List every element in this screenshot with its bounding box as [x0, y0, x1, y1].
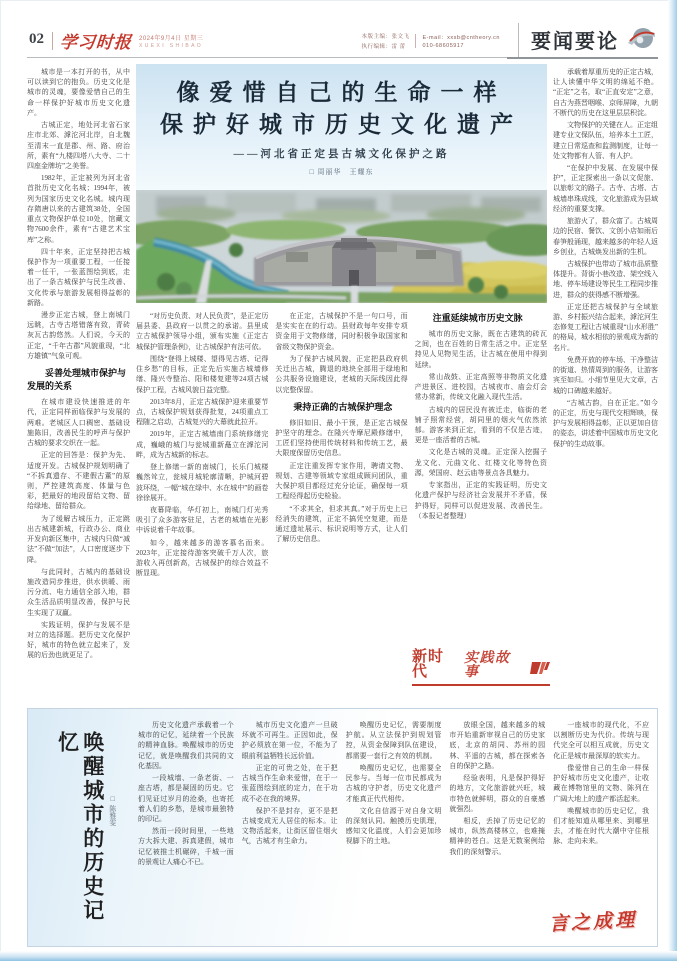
- paragraph: 为了保护古城风貌，正定把县政府机关迁出古城，腾退的地块全部用于绿地和公共服务设施建设，老城的天际线因此得以完整保留。: [275, 354, 408, 394]
- headline-line2: 保护好城市历史文化遗产: [160, 111, 523, 137]
- paragraph: “不求其全，但求其真。”对于历史上已经消失的建筑，正定不搞凭空复建，而是通过遗址展示、标识说明等方式，让人们了解历史信息。: [275, 504, 408, 544]
- scan-edge-bottom: [0, 951, 677, 961]
- paragraph: 保护不是封存，更不是把古城变成无人居住的标本。让文物活起来，让街区留住烟火气，古城才有生命力。: [241, 806, 338, 846]
- banner-text-new-era: 新时代: [412, 649, 445, 680]
- paragraph: 为了缓解古城压力，正定跳出古城建新城，行政办公、商业开发向新区集中，古城内只做“减法”不做“加法”，人口密度逐步下降。: [27, 514, 130, 564]
- paragraph: 相反，丢掉了历史记忆的城市，纵然高楼林立，也难掩精神的苍白。这是无数案例给我们的深刻警示。: [449, 816, 546, 856]
- text-column-right: [553, 64, 658, 702]
- paragraph: 历史文化遗产承载着一个城市的记忆，延续着一个民族的精神血脉。唤醒城市的历史记忆，就是唤醒我们共同的文化基因。: [138, 721, 234, 770]
- paragraph: 承载着厚重历史的正定古城，让人读懂中华文明的绵延不绝。“正定”之名，取“正直安定”之意，自古为燕晋咽喉、京师屏障，九朝不断代的历史在这里层层积淀。: [553, 68, 658, 117]
- editor-name-line2: 执行编辑：雷 蕾: [361, 43, 406, 50]
- left-rest-text: [27, 397, 130, 660]
- masthead-pinyin: XUEXI SHIBAO: [139, 42, 204, 49]
- paragraph: 城市的历史文脉，既在古建筑的砖瓦之间，也在百姓的日常生活之中。正定坚持见人见物见生活，让古城在使用中得到延续。: [414, 330, 547, 369]
- date-block: [139, 33, 203, 49]
- banner-text-practice-story: 实践故事: [463, 651, 511, 680]
- commentary-byline: □ 陈雅雯: [108, 795, 117, 826]
- column-seal-logo: 言之成理: [548, 909, 638, 936]
- headline-line1: 像爱惜自己的生命一样: [176, 80, 507, 105]
- editor-phone: 010-68605917: [422, 42, 464, 49]
- col-a-text: [136, 311, 268, 578]
- paragraph: 放眼全国，越来越多的城市开始重新审视自己的历史家底，北京的胡同、苏州的园林、平遥的古城，都在探索各自的保护之路。: [449, 721, 546, 770]
- paragraph: 唤醒历史记忆，需要制度护航。从立法保护到规划管控，从资金保障到队伍建设，都需要一套行之有效的机制。: [345, 721, 442, 760]
- paragraph: 专家指出，正定的实践证明，历史文化遗产保护与经济社会发展并不矛盾，保护得好，同样可以促进发展、改善民生。（本报记者整理）: [414, 481, 547, 520]
- paragraph: 2013年8月，正定古城保护迎来重要节点，古城保护规划获得批复，24项重点工程随之启动，古城复兴的大幕就此拉开。: [136, 397, 269, 427]
- text-column-left: [27, 64, 130, 702]
- left-intro-text: [27, 67, 130, 361]
- series-banner: [412, 650, 550, 686]
- page-number: 02: [29, 31, 44, 47]
- paragraph: 实践证明，保护与发展不是对立的选择题。把历史文化保护好，城市的特色就立起来了，发展的后劲也就更足了。: [27, 620, 130, 660]
- text-column-b: [275, 311, 407, 699]
- col-b-rest-text: [275, 418, 407, 545]
- paragraph: “对历史负责、对人民负责”，是正定历届县委、县政府一以贯之的承诺。县里成立古城保护领导小组，颁布实施《正定古城保护管理条例》，让古城保护有法可依。: [136, 312, 269, 351]
- page-header: [27, 24, 658, 58]
- text-column-c: [412, 311, 547, 699]
- paragraph: 四十年来，正定坚持把古城保护作为一项重要工程，一任接着一任干，一张蓝图绘到底，走出了一条古城保护与民生改善、文化传承与旅游发展相得益彰的新路。: [27, 247, 130, 307]
- col-c-body: [415, 311, 547, 641]
- commentary-col-2: [242, 719, 338, 938]
- editor-separator: [415, 34, 416, 48]
- col-b-top-text: [275, 311, 407, 395]
- paragraph: 夜幕降临，华灯初上，南城门灯光秀吸引了众多游客驻足，古老的城墙在光影中诉说着千年故事。: [136, 505, 269, 535]
- paragraph: 在城市建设快速推进的年代，正定同样面临保护与发展的两难。老城区人口稠密、基础设施陈旧，改善民生的呼声与保护古城的要求交织在一起。: [27, 398, 130, 448]
- header-divider: [52, 32, 53, 50]
- editor-name-line: 本版主编：张文飞: [361, 33, 410, 40]
- subheading-protection-concept: 秉持正确的古城保护理念: [293, 401, 393, 412]
- paragraph: 然而一段时间里，一些地方大拆大建、拆真建假，城市记忆被推土机碾碎，千城一面的景观让人痛心不已。: [138, 827, 234, 866]
- paragraph: 经验表明，凡是保护得好的地方，文化旅游就兴旺，城市特色就鲜明，群众的自豪感就强烈。: [449, 774, 546, 813]
- section-underline: [507, 57, 658, 59]
- section-block: [518, 23, 658, 58]
- article-center: [136, 64, 547, 702]
- paragraph: 正定的可贵之处，在于把古城当作生命来爱惜，在于一张蓝图绘到底的定力，在于功成不必在我的境界。: [241, 763, 338, 803]
- article-byline: □ 周丽华 王耀东: [309, 168, 374, 177]
- paragraph: 城市是一本打开的书，从中可以读到它的抱负。历史文化是城市的灵魂，要像爱惜自己的生命一样保护好城市历史文化遗产。: [27, 68, 130, 117]
- paragraph: 正定的回答是：保护为先、适度开发。古城保护规划明确了“不拆真遗存、不建假古董”的原则，严控建筑高度、体量与色彩，把最好的地段留给文物、留给绿地、留给群众。: [27, 451, 130, 511]
- subheading-protection-development: 妥善处理城市保护与发展的关系: [27, 368, 127, 392]
- headline-subtitle: ——河北省正定县古城文化保护之路: [233, 149, 450, 161]
- paragraph: 唤醒历史记忆，也需要全民参与。当每一位市民都成为古城的守护者，历史文化遗产才能真正代代相传。: [345, 763, 442, 803]
- paragraph: 文化是古城的灵魂。正定深入挖掘子龙文化、元曲文化、红楼文化等特色资源，荣国府、赵云庙等景点各具魅力。: [414, 448, 547, 477]
- paragraph: 古城内的居民没有被迁走，临街的老铺子照常经营，胡同里的烟火气依然浓郁。游客来到正定，看到的不仅是古迹，更是一座活着的古城。: [414, 405, 547, 445]
- section-swoosh-icon: [626, 25, 656, 54]
- paragraph: 登上修缮一新的南城门，长乐门城楼巍然耸立，瓮城月城轮廓清晰，护城河碧波环绕，一幅“城在绿中、水在城中”的画卷徐徐展开。: [136, 463, 269, 502]
- paragraph: “古城古韵，自在正定。”如今的正定，历史与现代交相辉映，保护与发展相得益彰，正以更加自信的姿态，讲述着中国城市历史文化保护的生动故事。: [553, 398, 658, 448]
- section-title: 要闻要论: [531, 29, 619, 53]
- paragraph: 围绕“登得上城楼、望得见古塔、记得住乡愁”的目标，正定先后实施古城墙修缮、隆兴寺整治、阳和楼复建等24项古城保护工程，古城风貌日益完整。: [136, 354, 269, 394]
- commentary-box: [27, 708, 658, 947]
- paragraph: 免费开放的停车场、干净整洁的街道、热情周到的服务，让游客宾至如归。小细节里见大文章，古城的口碑越来越好。: [553, 355, 658, 395]
- paragraph: 修旧如旧、最小干预，是正定古城保护坚守的理念。在隆兴寺摩尼殿修缮中，工匠们坚持使用传统材料和传统工艺，最大限度保留历史信息。: [275, 418, 408, 458]
- editor-email: E-mail：xxsb@cntheory.cn: [422, 34, 500, 41]
- paragraph: 常山战鼓、正定高照等非物质文化遗产进景区、进校园，古城夜市、庙会灯会常办常新，传统文化融入现代生活。: [414, 372, 547, 402]
- headline-block: [136, 64, 547, 190]
- paragraph: “在保护中发展、在发展中保护”，正定探索出一条以文促旅、以旅彰文的路子。古寺、古塔、古城墙串珠成线，文化旅游成为县域经济的重要支撑。: [553, 163, 658, 213]
- paragraph: 在正定，古城保护不是一句口号，而是实实在在的行动。县财政每年安排专项资金用于文物修缮，同时积极争取国家和省级文物保护资金。: [275, 312, 408, 351]
- right-col-text: [553, 67, 658, 449]
- col-c-text: [415, 329, 547, 521]
- paragraph: 与此同时，古城内的基础设施改造同步推进，供水供暖、雨污分流、电力通信全部入地，群众生活品质明显改善，保护与民生实现了双赢。: [27, 567, 130, 617]
- paragraph: 古城保护也带动了城市品质整体提升。背街小巷改造、架空线入地、停车场建设等民生工程同步推进，群众的获得感不断增强。: [553, 259, 658, 299]
- editor-info: [361, 32, 500, 50]
- paragraph: 城市历史文化遗产一旦破坏就不可再生。正因如此，保护必须放在第一位，不能为了眼前利益牺牲长远价值。: [241, 721, 338, 760]
- paragraph: 一座城市的现代化，不应以割断历史为代价。传统与现代完全可以相互成就，历史文化正是城市最深厚的软实力。: [553, 721, 649, 760]
- commentary-columns: [138, 719, 649, 938]
- main-article: [27, 64, 658, 702]
- aerial-photo-city-wall: [136, 190, 547, 303]
- paragraph: 文化自信源于对自身文明的深刻认同。触摸历史肌理，感知文化温度，人们会更加珍视脚下的土地。: [345, 806, 442, 846]
- commentary-vertical-title: 唤醒城市的历史记忆: [55, 731, 105, 923]
- paragraph: 唤醒城市的历史记忆，我们才能知道从哪里来、到哪里去，才能在时代大潮中守住根脉、走向未来。: [553, 806, 649, 846]
- paragraph: 一段城墙、一条老街、一座古塔，都是凝固的历史。它们见证过岁月的沧桑，也寄托着人们的乡愁，是城市最独特的印记。: [138, 774, 234, 823]
- paragraph: 正定注重发挥专家作用，聘请文物、规划、古建等领域专家组成顾问团队，重大保护项目都经过充分论证，确保每一项工程经得起历史检验。: [275, 461, 408, 501]
- commentary-col-4: [449, 719, 545, 938]
- commentary-col-3: [346, 719, 442, 938]
- center-columns: [136, 311, 547, 699]
- paragraph: 文物保护的关键在人。正定组建专业文保队伍，培养本土工匠，建立日常巡查和监测制度，让每一处文物都有人管、有人护。: [553, 121, 658, 160]
- paragraph: 漫步正定古城，登上南城门远眺，古寺古塔错落有致，青砖灰瓦古韵悠然。人们说，今天的正定，“千年古郡”风貌重现，“北方雄镇”气象可观。: [27, 311, 130, 360]
- paragraph: 1982年，正定被列为河北省首批历史文化名城；1994年，被列为国家历史文化名城。城内现存隋唐以来的古建筑38处，全国重点文物保护单位10处，馆藏文物7600余件，素有“古建艺术宝库”之称。: [27, 174, 130, 244]
- commentary-col-1: [138, 719, 234, 938]
- flag-icon: [530, 661, 550, 680]
- subheading-historic-context: 注重延续城市历史文脉: [432, 313, 523, 323]
- paragraph: 正定还把古城保护与全域旅游、乡村振兴结合起来，滹沱河生态修复工程让古城重现“山水形胜”的格局，城水相依的景观成为新的名片。: [553, 302, 658, 352]
- paragraph: 2019年，正定古城墙南门系统修缮完成，巍峨的城门与瓮城重新矗立在滹沱河畔，成为古城新的标志。: [136, 430, 269, 459]
- text-column-a: [136, 311, 268, 699]
- scan-edge-right: [668, 0, 677, 961]
- commentary-title-zone: [34, 719, 138, 938]
- paragraph: 像爱惜自己的生命一样保护好城市历史文化遗产，让收藏在博物馆里的文物、陈列在广阔大地上的遗产都活起来。: [553, 763, 649, 803]
- paragraph: 古城正定，地处河北省石家庄市北郊、滹沱河北岸，自北魏至清末一直是郡、州、路、府治所，素有“九楼四塔八大寺、二十四座金牌坊”之美誉。: [27, 121, 130, 170]
- masthead-logo: 学习时报: [59, 33, 133, 52]
- date-text: 2024年9月4日 星期三: [139, 35, 204, 42]
- paragraph: 如今，越来越多的游客慕名而来。2023年，正定接待游客突破千万人次，旅游收入再创新高，古城保护的综合效益不断显现。: [136, 538, 269, 578]
- paragraph: 旅游火了，群众富了。古城周边的民宿、餐饮、文创小店如雨后春笋般涌现，越来越多的年轻人返乡创业，古城焕发出新的生机。: [553, 217, 658, 256]
